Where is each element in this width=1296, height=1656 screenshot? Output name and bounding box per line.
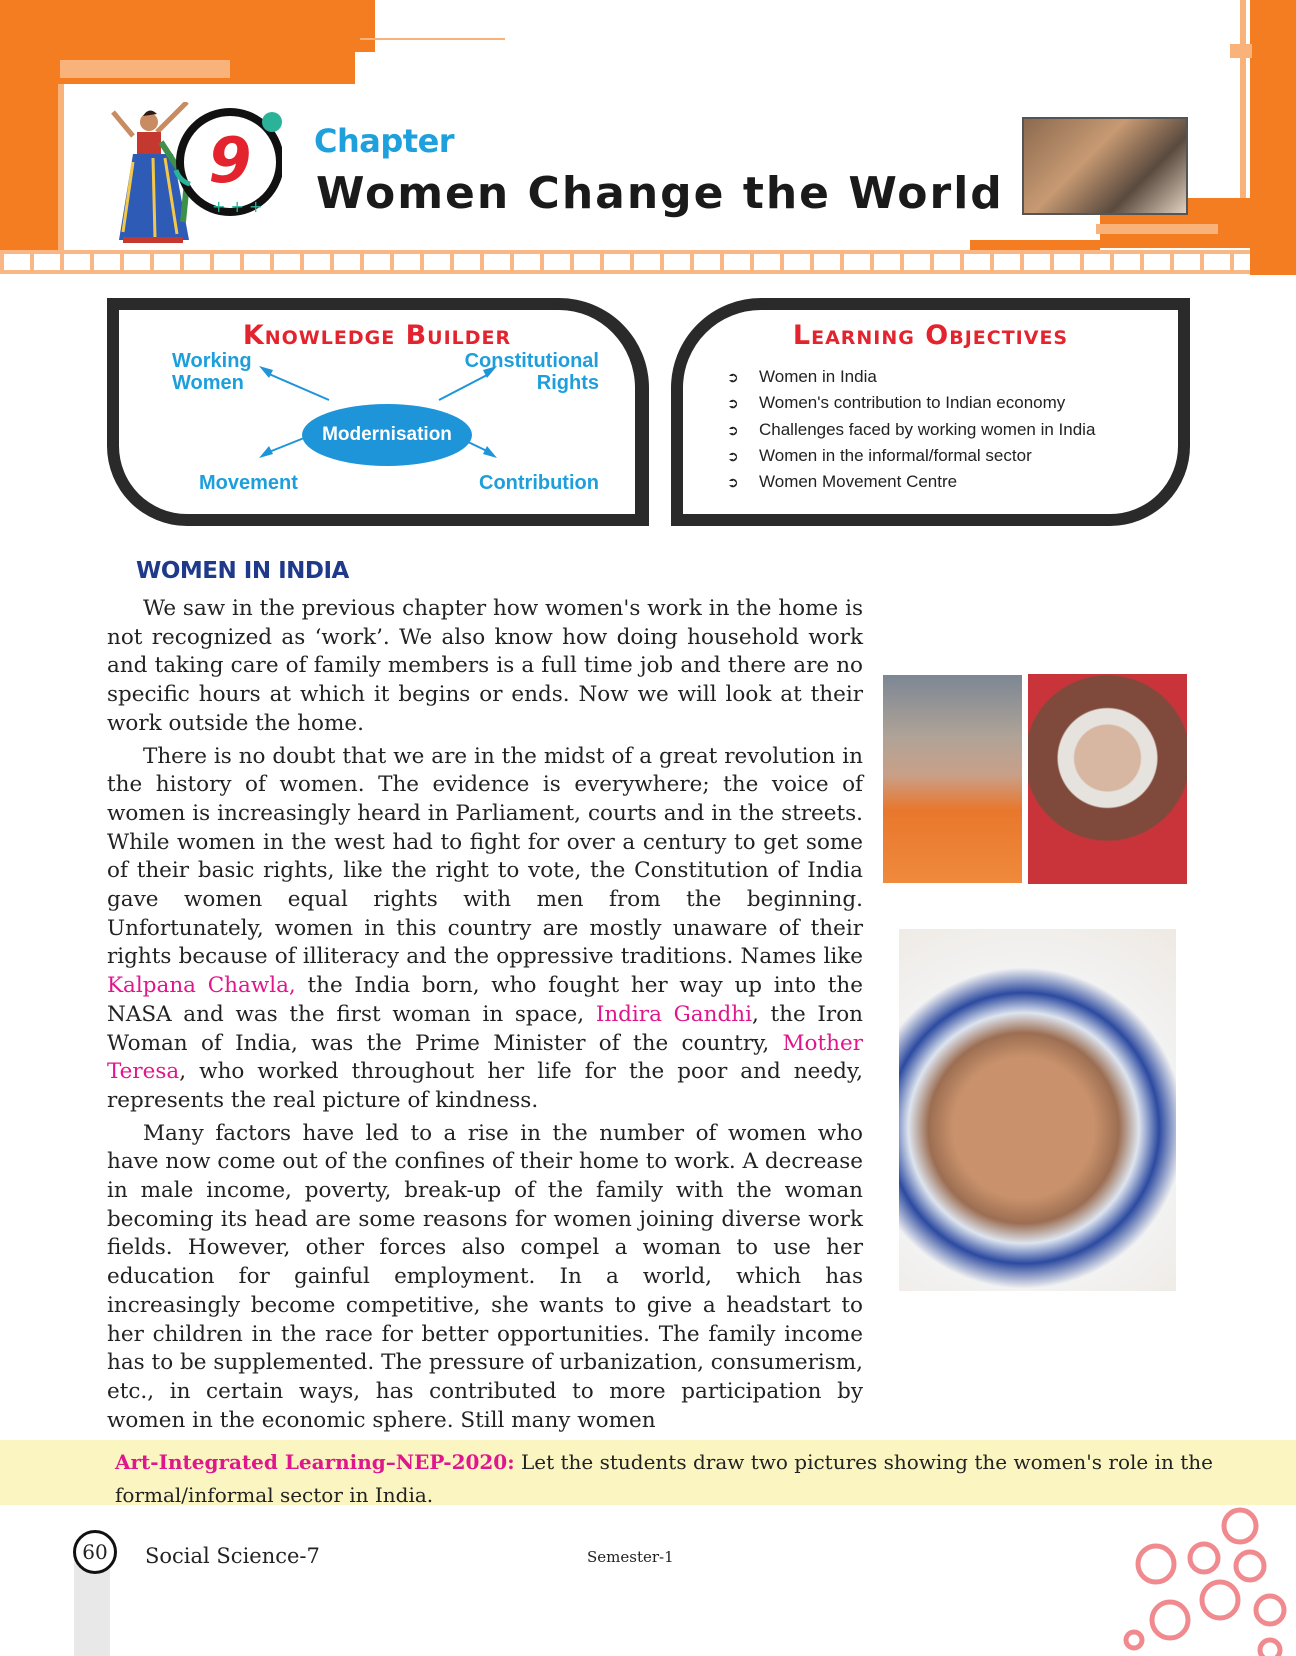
art-integrated-learning-note — [0, 1440, 1296, 1505]
semester-label: Semester-1 — [587, 1548, 674, 1566]
text-run: , the Iron Woman of India, was the Prime Minister of the country, — [107, 1001, 863, 1056]
node-movement: Movement — [199, 472, 298, 494]
objective-text: Challenges faced by working women in India — [759, 419, 1096, 439]
women-group-photo — [1022, 117, 1188, 215]
objective-text: Women in India — [759, 367, 877, 386]
list-item — [727, 390, 1095, 416]
node-working-women — [172, 350, 252, 394]
arrow-bullet-icon: ➲ — [727, 421, 739, 438]
arrow-bullet-icon: ➲ — [727, 447, 739, 464]
chapter-header — [0, 0, 1296, 275]
indira-gandhi-photo — [1028, 674, 1187, 884]
node-text: Rights — [536, 372, 599, 394]
arrow-bullet-icon: ➲ — [727, 369, 739, 385]
text-run: the India born, who fought her way up into the NASA and was the first woman in space, — [107, 973, 863, 1027]
node-text: Working — [172, 350, 252, 372]
text-run: , who worked throughout her life for the poor and needy, represents the real picture of kindness. — [107, 1059, 863, 1113]
objective-text: Women Movement Centre — [759, 472, 958, 492]
node-text: Women — [172, 372, 244, 394]
body-text — [107, 595, 863, 1439]
highlight-mother-teresa: Mother Teresa — [107, 1030, 863, 1085]
knowledge-builder-title: Knowledge Builder — [242, 320, 512, 351]
mother-teresa-photo — [899, 929, 1176, 1291]
paragraph-3: Many factors have led to a rise in the number of women who have now come out of the confines of their home to work. A decrease in male income, poverty, break-up of the family with the woman becoming its head are some reasons for women joining diverse work fields. However, other forces also compel a woman to use her education for gainful employment. In a world, which has increasingly become competitive, she wants to give a headstart to her children in the race for better opportunities. The family income has to be supplemented. The pressure of urbanization, consumerism, etc., in certain ways, has contributed to more participation by women in the economic sphere. Still many women — [107, 1120, 863, 1433]
objective-text: Women in the informal/formal sector — [759, 445, 1032, 465]
header-decor-block — [0, 84, 58, 250]
paragraph-2 — [107, 743, 863, 1116]
chapter-label: Chapter — [314, 122, 455, 160]
header-decor-line — [1240, 0, 1246, 210]
node-contribution: Contribution — [479, 472, 599, 494]
learning-objectives-box — [671, 298, 1190, 526]
header-decor-block — [60, 60, 230, 78]
header-decor-block — [970, 240, 1100, 250]
header-decor-block — [0, 0, 375, 52]
list-item — [727, 417, 1095, 443]
bubble-decoration — [1120, 1500, 1296, 1656]
highlight-kalpana-chawla: Kalpana Chawla, — [107, 973, 296, 999]
arrow-bullet-icon: ➲ — [727, 474, 739, 491]
book-name: Social Science-7 — [145, 1544, 320, 1568]
ail-text: Let the students draw two pictures showing the women's role in the formal/informal sector in India. — [115, 1450, 1213, 1507]
list-item — [727, 443, 1095, 469]
section-heading: WOMEN IN INDIA — [136, 558, 349, 584]
svg-text:+ + +: + + + — [212, 197, 263, 216]
list-item — [727, 364, 1095, 390]
knowledge-builder-box — [107, 298, 649, 526]
kalpana-chawla-photo — [883, 675, 1022, 883]
chapter-number-badge — [172, 100, 282, 225]
header-decor-line — [1096, 224, 1218, 234]
paragraph-1: We saw in the previous chapter how women's work in the home is not recognized as ‘work’. We also know how doing household work and taking care of family members is a full time job and there are no specific hours at which it begins or ends. Now we will look at their work outside the home. — [107, 596, 863, 736]
list-item — [727, 469, 1095, 495]
greek-key-border — [0, 250, 1296, 274]
highlight-indira-gandhi: Indira Gandhi — [595, 1001, 752, 1027]
page-tab-strip — [74, 1560, 110, 1656]
arrow-bullet-icon: ➲ — [727, 395, 739, 412]
learning-objectives-title: Learning Objectives — [792, 320, 1069, 351]
ail-label: Art-Integrated Learning–NEP-2020: — [115, 1450, 515, 1474]
node-modernisation: Modernisation — [302, 404, 472, 466]
header-decor-block — [1250, 0, 1296, 275]
text-run: There is no doubt that we are in the midst of a great revolution in the history of women. The evidence is everywhere; the voice of women is increasingly heard in Parliament, courts and in the streets. While women in the west had to fight for over a century to get some of their basic rights, like the right to vote, the Constitution of India gave women equal rights with men from the beginning. Unfortunately, women in this country are mostly unaware of their rights because of illiteracy and the oppressive traditions. Names like — [107, 743, 863, 970]
objectives-list — [727, 364, 1095, 495]
chapter-number: 9 — [208, 124, 252, 197]
chapter-title: Women Change the World — [316, 168, 1004, 219]
header-decor-block — [58, 84, 64, 250]
node-constitutional-rights — [459, 350, 599, 394]
page-number: 60 — [73, 1530, 117, 1574]
node-text: Constitutional — [464, 350, 599, 372]
header-decor-line — [360, 38, 505, 40]
objective-text: Women's contribution to Indian economy — [759, 393, 1066, 413]
